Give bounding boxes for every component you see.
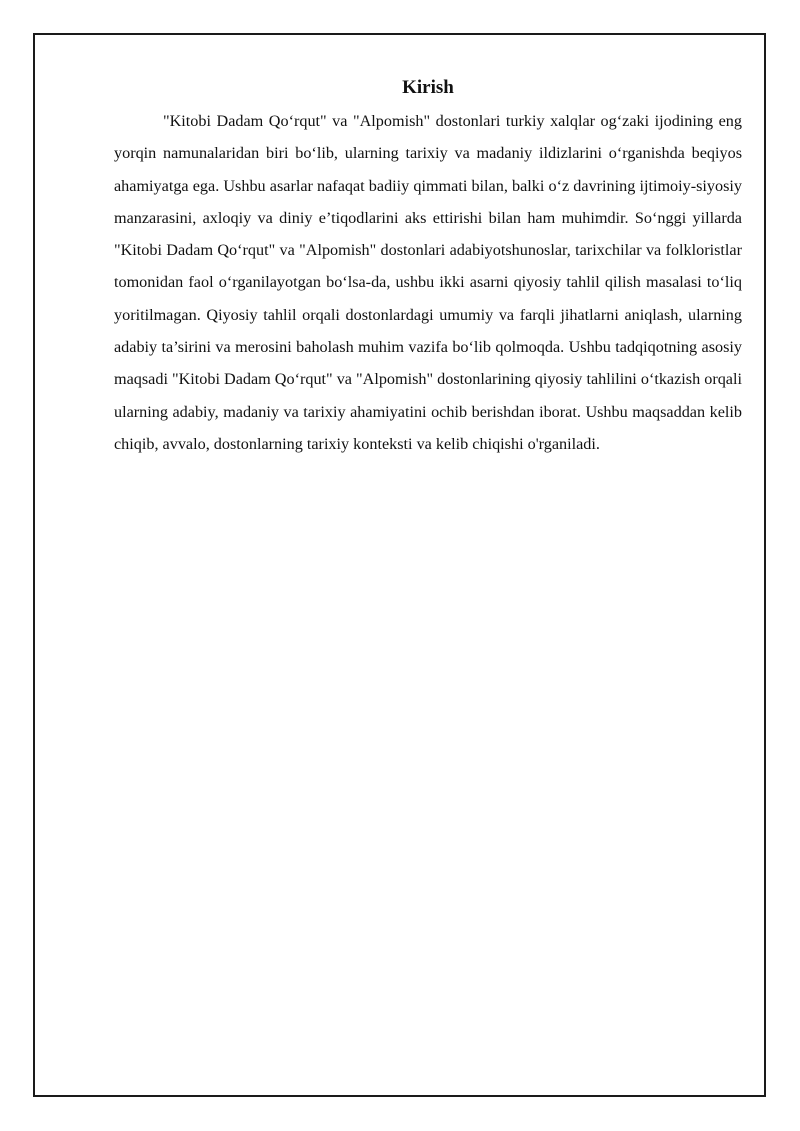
document-body [114, 75, 742, 460]
introduction-paragraph: "Kitobi Dadam Qo‘rqut" va "Alpomish" dostonlari turkiy xalqlar og‘zaki ijodining eng yorqin namunalaridan biri bo‘lib, ularning tarixiy va madaniy ildizlarini o‘rganishda beqiyos ahamiyatga ega. Ushbu asarlar nafaqat badiiy qimmati bilan, balki o‘z davrining ijtimoiy-siyosiy manzarasini, axloqiy va diniy e’tiqodlarini aks ettirishi bilan ham muhimdir. So‘nggi yillarda "Kitobi Dadam Qo‘rqut" va "Alpomish" dostonlari adabiyotshunoslar, tarixchilar va folkloristlar tomonidan faol o‘rganilayotgan bo‘lsa-da, ushbu ikki asarni qiyosiy tahlil qilish masalasi to‘liq yoritilmagan. Qiyosiy tahlil orqali dostonlardagi umumiy va farqli jihatlarni aniqlash, ularning adabiy ta’sirini va merosini baholash muhim vazifa bo‘lib qolmoqda. Ushbu tadqiqotning asosiy maqsadi "Kitobi Dadam Qo‘rqut" va "Alpomish" dostonlarining qiyosiy tahlilini o‘tkazish orqali ularning adabiy, madaniy va tarixiy ahamiyatini ochib berishdan iborat. Ushbu maqsaddan kelib chiqib, avvalo, dostonlarning tarixiy konteksti va kelib chiqishi o'rganiladi. [114, 112, 742, 453]
section-heading: Kirish [402, 77, 454, 98]
